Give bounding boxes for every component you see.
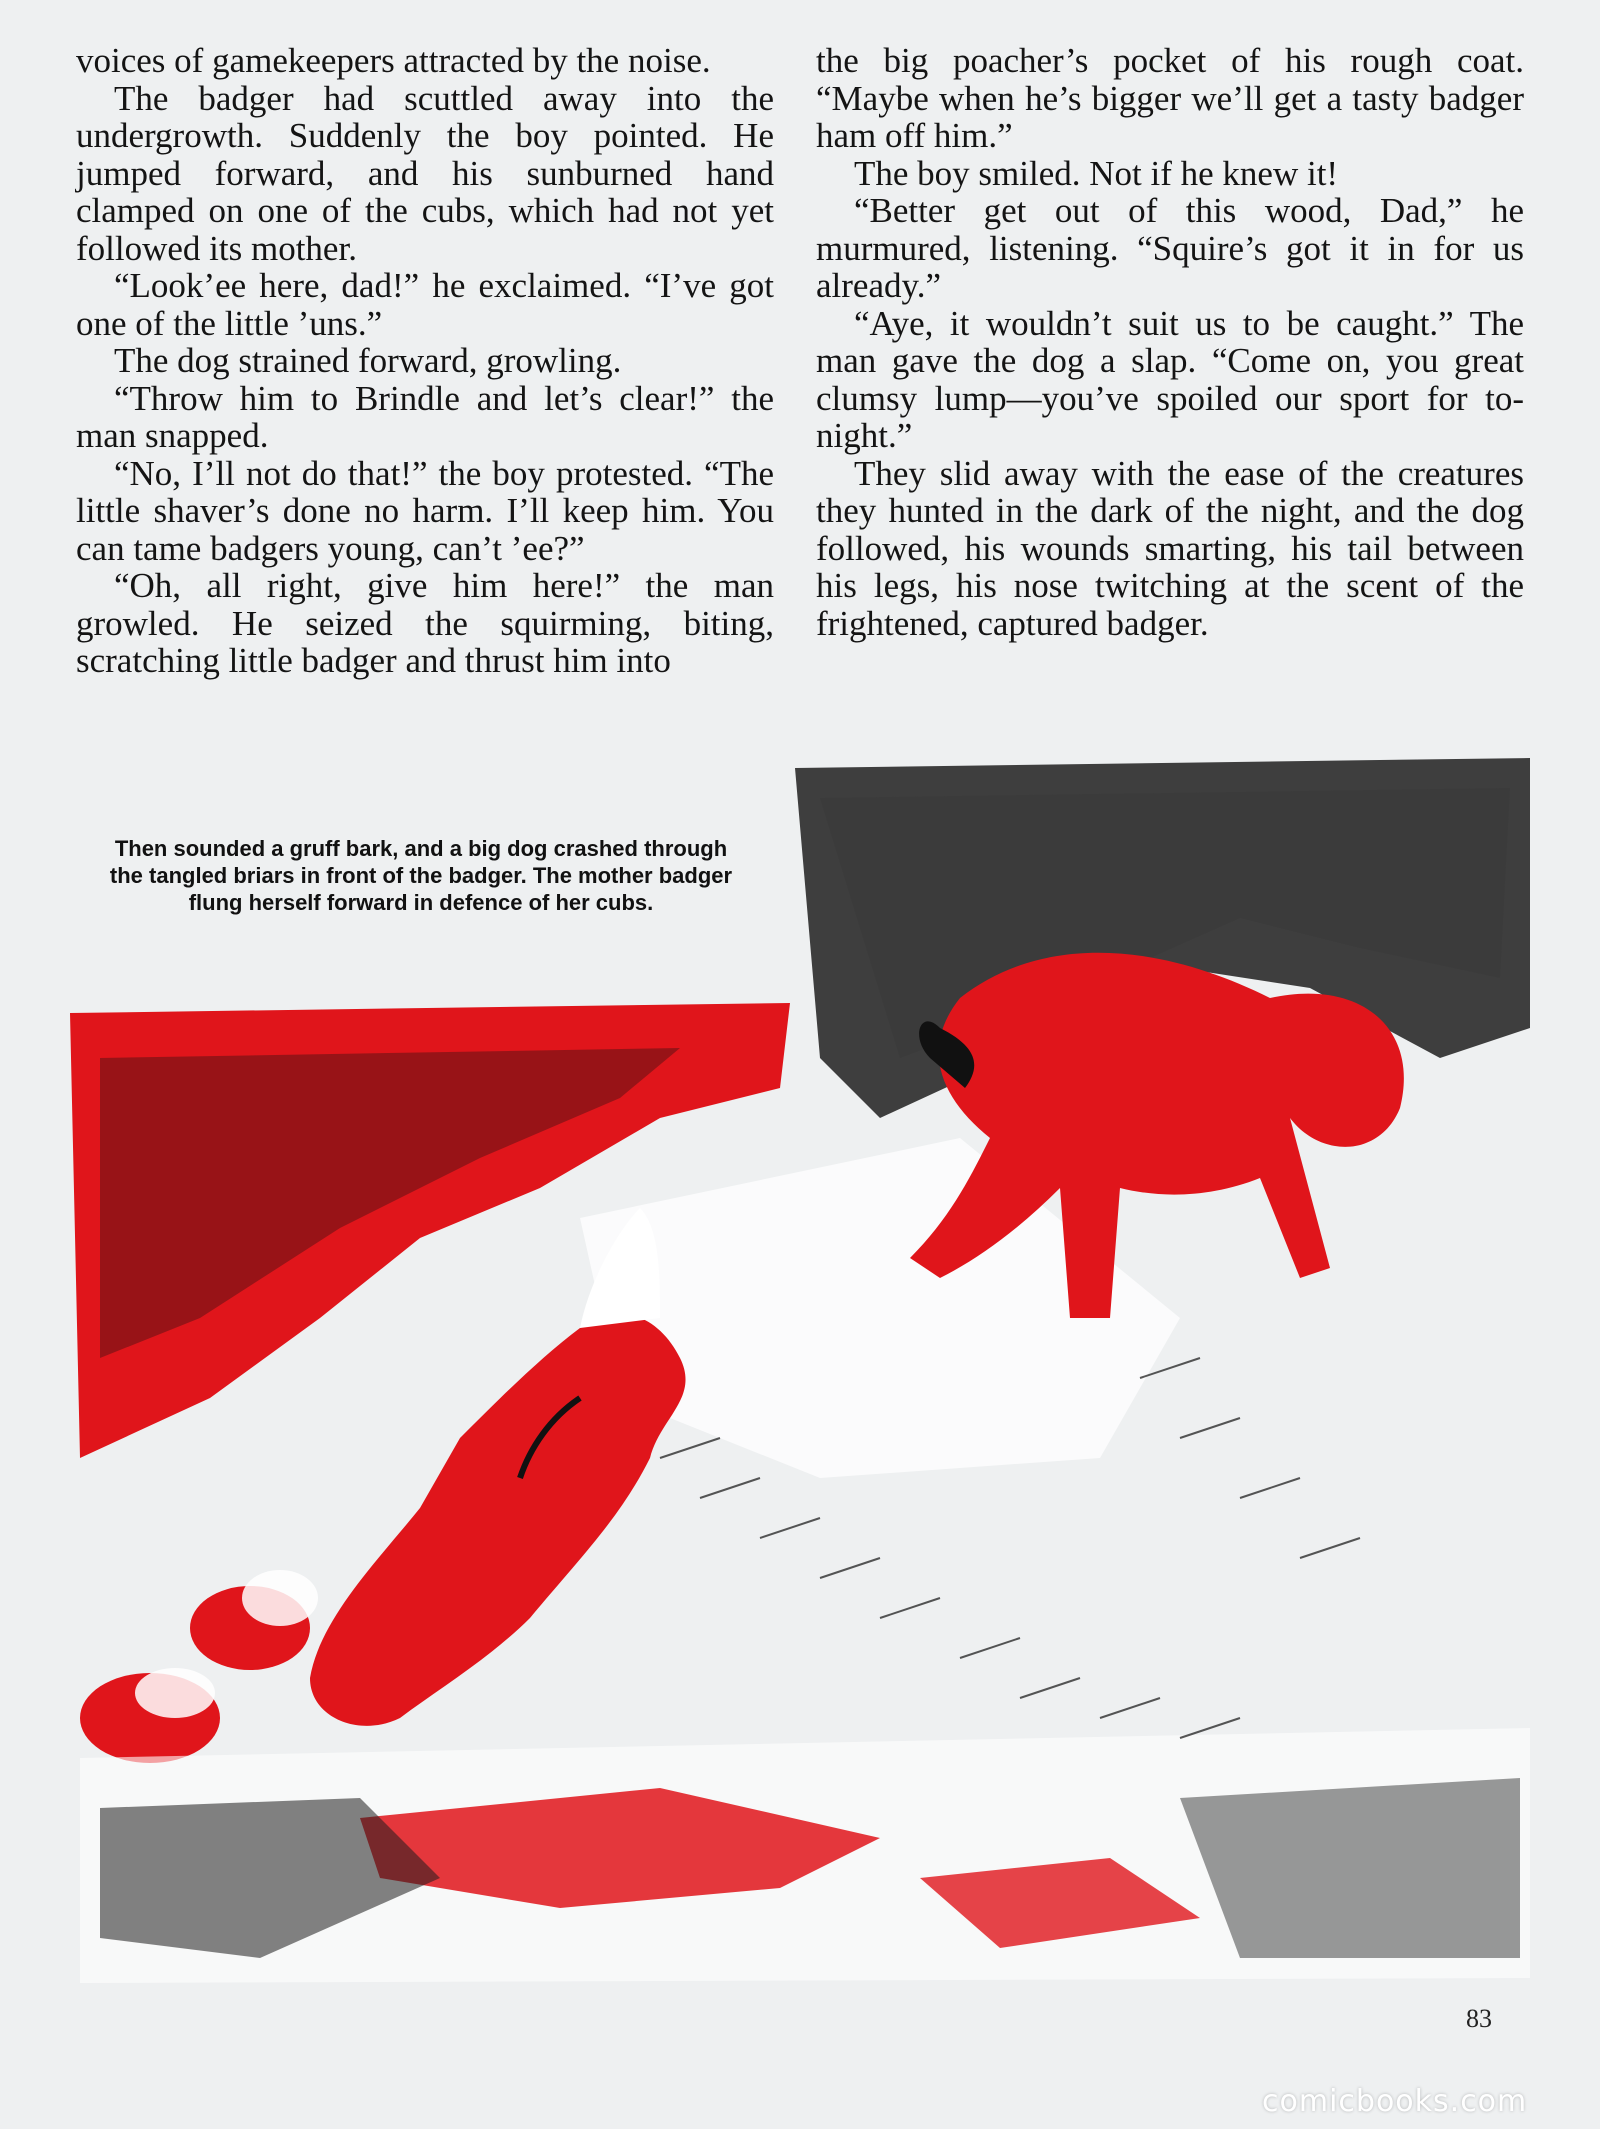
story-column-left	[76, 42, 774, 680]
story-column-right	[816, 42, 1524, 642]
paragraph: “Throw him to Brindle and let’s clear!” the man snapped.	[76, 378, 774, 455]
paragraph: The dog strained forward, growling.	[114, 341, 622, 380]
paragraph: “Oh, all right, give him here!” the man growled. He seized the squirming, biting, scratching little badger and thrust him into	[76, 566, 774, 680]
paragraph: voices of gamekeepers attracted by the noise.	[76, 41, 711, 80]
badger-and-dog-illustration	[60, 758, 1540, 1988]
illustration-caption: Then sounded a gruff bark, and a big dog crashed through the tangled briars in front of the badger. The mother badger flung herself forward in defence of her cubs.	[109, 836, 733, 915]
paragraph: The boy smiled. Not if he knew it!	[854, 153, 1339, 193]
paragraph: the big poacher’s pocket of his rough coat. “Maybe when he’s bigger we’ll get a tasty badger ham off him.”	[816, 41, 1524, 155]
paragraph: “No, I’ll not do that!” the boy protested. “The little shaver’s done no harm. I’ll keep him. You can tame badgers young, can’t ’ee?”	[76, 453, 774, 568]
page-number: 83	[1466, 2004, 1492, 2033]
paragraph: They slid away with the ease of the creatures they hunted in the dark of the night, and the dog followed, his wounds smarting, his tail between his legs, his nose twitching at the scent of the frightened, captured badger.	[816, 453, 1524, 643]
paragraph: The badger had scuttled away into the undergrowth. Suddenly the boy pointed. He jumped forward, and his sunburned hand clamped on one of the cubs, which had not yet followed its mother.	[76, 78, 774, 268]
paragraph: “Better get out of this wood, Dad,” he murmured, listening. “Squire’s got it in for us already.”	[816, 191, 1524, 305]
watermark: comicbooks.com	[1262, 2084, 1528, 2119]
paragraph: “Aye, it wouldn’t suit us to be caught.” The man gave the dog a slap. “Come on, you great clumsy lump—you’ve spoiled our sport for to-night.”	[816, 303, 1524, 455]
paragraph: “Look’ee here, dad!” he exclaimed. “I’ve got one of the little ’uns.”	[76, 266, 774, 343]
